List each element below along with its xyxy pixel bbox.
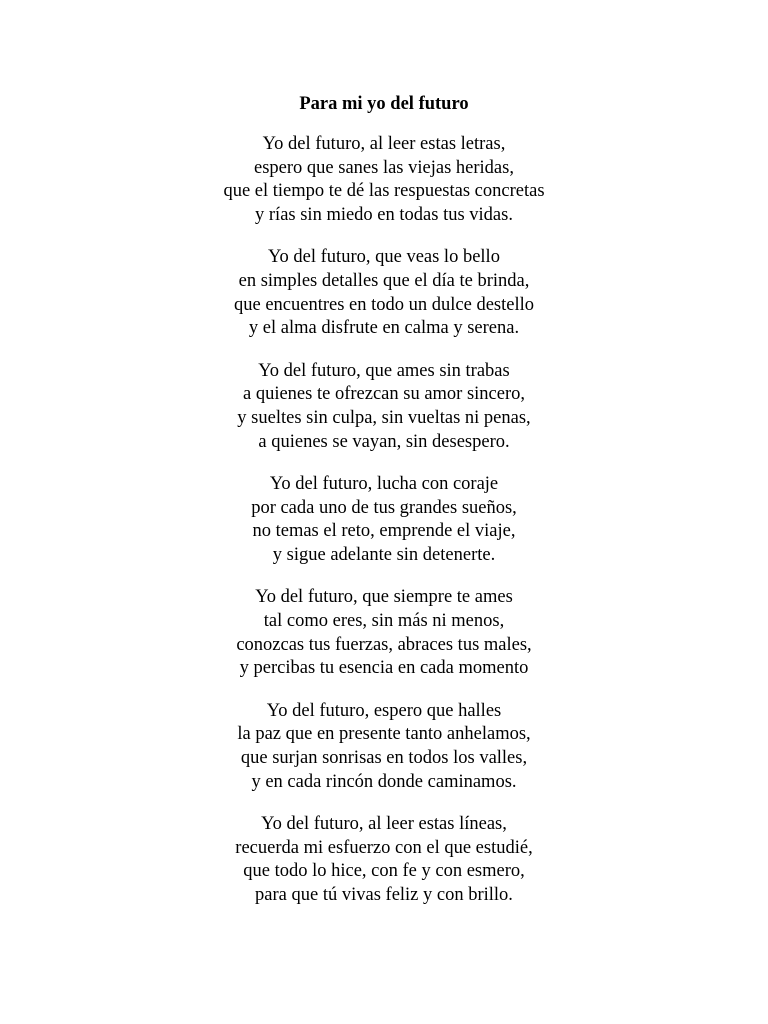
poem-line: y rías sin miedo en todas tus vidas.	[255, 205, 513, 226]
poem-line: para que tú vivas feliz y con brillo.	[255, 884, 513, 905]
poem-line: que surjan sonrisas en todos los valles,	[240, 747, 528, 768]
poem-body	[0, 133, 768, 926]
poem-line: Yo del futuro, al leer estas letras,	[262, 134, 506, 154]
poem-line: Yo del futuro, espero que halles	[266, 700, 502, 721]
stanza-5	[0, 586, 768, 681]
poem-line: y percibas tu esencia en cada momento	[239, 658, 529, 679]
poem-line: Yo del futuro, que ames sin trabas	[258, 360, 510, 381]
poem-title: Para mi yo del futuro	[299, 94, 469, 114]
poem-line: Yo del futuro, al leer estas líneas,	[261, 813, 507, 834]
stanza-1	[0, 133, 768, 228]
poem-line: y en cada rincón donde caminamos.	[251, 771, 517, 792]
poem-line: que encuentres en todo un dulce destello	[233, 294, 534, 315]
stanza-2	[0, 246, 768, 341]
poem-line: a quienes se vayan, sin desespero.	[258, 431, 510, 452]
poem-line: por cada uno de tus grandes sueños,	[251, 497, 517, 518]
poem-line: espero que sanes las viejas heridas,	[254, 157, 514, 178]
poem-line: que el tiempo te dé las respuestas concretas	[223, 181, 545, 202]
stanza-4	[0, 473, 768, 568]
poem-line: conozcas tus fuerzas, abraces tus males,	[236, 634, 532, 655]
poem-line: recuerda mi esfuerzo con el que estudié,	[235, 837, 533, 858]
poem-line: y sueltes sin culpa, sin vueltas ni penas,	[237, 408, 531, 429]
stanza-6	[0, 700, 768, 795]
poem-line: en simples detalles que el día te brinda,	[238, 271, 530, 292]
poem-line: que todo lo hice, con fe y con esmero,	[243, 861, 525, 882]
poem-line: Yo del futuro, que siempre te ames	[255, 587, 513, 608]
stanza-7	[0, 813, 768, 908]
stanza-3	[0, 360, 768, 455]
poem-line: tal como eres, sin más ni menos,	[263, 610, 505, 631]
poem-line: a quienes te ofrezcan su amor sincero,	[243, 384, 525, 405]
poem-line: Yo del futuro, lucha con coraje	[269, 473, 499, 494]
poem-line: Yo del futuro, que veas lo bello	[268, 247, 500, 268]
poem-line: y sigue adelante sin detenerte.	[272, 545, 496, 566]
poem-line: la paz que en presente tanto anhelamos,	[237, 724, 531, 745]
poem-line: no temas el reto, emprende el viaje,	[252, 521, 516, 542]
poem-line: y el alma disfrute en calma y serena.	[248, 318, 520, 339]
